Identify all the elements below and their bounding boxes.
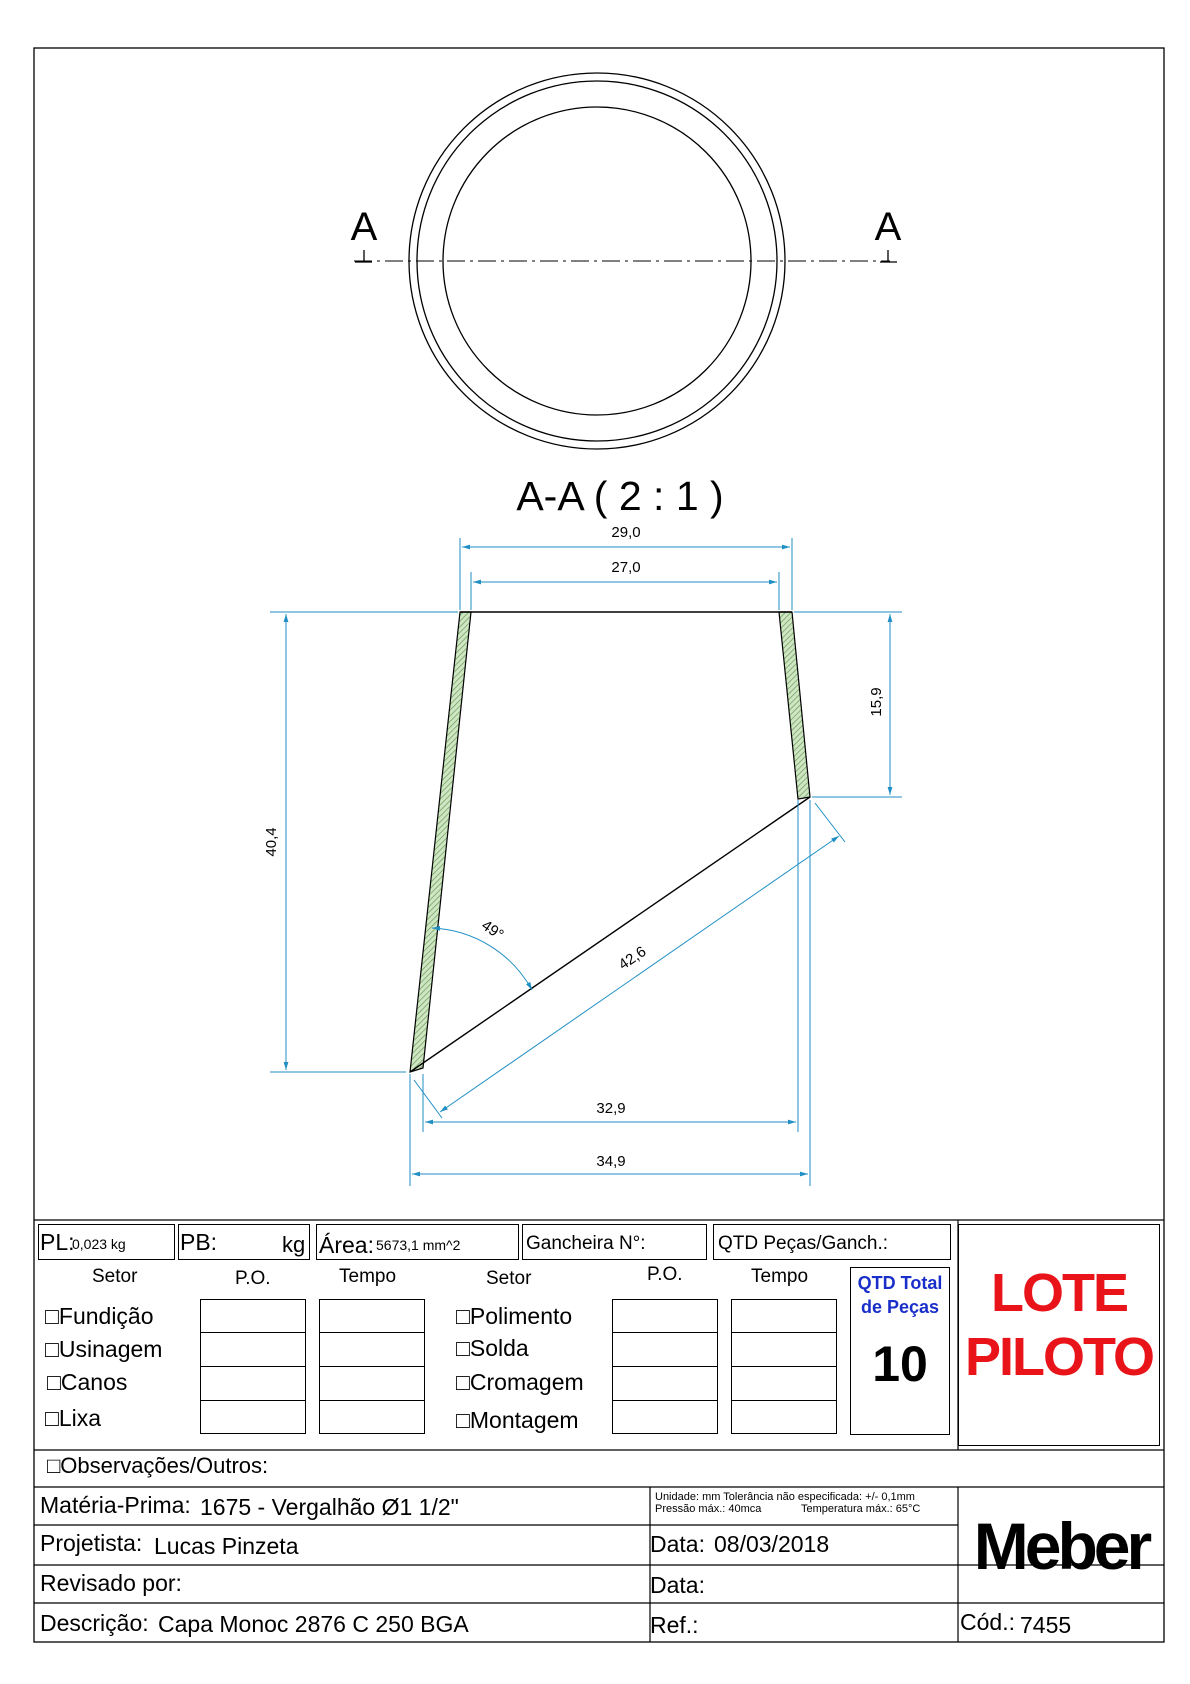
unidade-note-3: Temperatura máx.: 65°C xyxy=(801,1503,921,1515)
top-view xyxy=(351,73,902,449)
slanted-edge xyxy=(410,797,810,1072)
piloto-label: PILOTO xyxy=(964,1327,1154,1387)
revisado-label: Revisado por: xyxy=(40,1570,182,1596)
po-input[interactable] xyxy=(612,1299,718,1333)
sector-usinagem[interactable]: □Usinagem xyxy=(45,1336,163,1362)
projetista-label: Projetista: xyxy=(40,1530,143,1556)
qtd-ganch-label: QTD Peças/Ganch.: xyxy=(718,1233,889,1254)
col-po-2: P.O. xyxy=(647,1264,683,1285)
lote-label: LOTE xyxy=(991,1263,1127,1323)
pl-label: PL: xyxy=(40,1229,75,1255)
dim-left-height: 40,4 xyxy=(263,827,280,857)
tempo-input[interactable] xyxy=(319,1400,425,1434)
qtd-total-label-2: de Peças xyxy=(860,1297,940,1317)
dim-slant-length: 42,6 xyxy=(615,943,650,974)
tempo-input[interactable] xyxy=(731,1299,837,1333)
pb-unit: kg xyxy=(282,1232,306,1257)
section-mark-right: A xyxy=(874,205,902,249)
unidade-note-1: Unidade: mm Tolerância não especificada: +/- 0,1mm xyxy=(655,1491,915,1503)
projetista-value: Lucas Pinzeta xyxy=(154,1533,299,1559)
area-value: 5673,1 mm^2 xyxy=(376,1237,461,1253)
materia-value: 1675 - Vergalhão Ø1 1/2" xyxy=(200,1494,459,1520)
tempo-input[interactable] xyxy=(731,1366,837,1401)
data-label-2: Data: xyxy=(650,1572,705,1598)
ref-label: Ref.: xyxy=(650,1612,699,1638)
area-label: Área: xyxy=(319,1232,374,1258)
cod-value: 7455 xyxy=(1020,1612,1072,1638)
tempo-input[interactable] xyxy=(731,1400,837,1434)
cod-label: Cód.: xyxy=(960,1609,1015,1635)
data-label-1: Data: xyxy=(650,1531,705,1557)
sector-lixa[interactable]: □Lixa xyxy=(45,1405,102,1431)
section-view xyxy=(410,612,810,1072)
left-wall-hatch xyxy=(410,612,471,1072)
dim-bottom-inner: 32,9 xyxy=(596,1100,626,1117)
observacoes-checkbox[interactable]: □Observações/Outros: xyxy=(47,1453,269,1478)
dim-right-height: 15,9 xyxy=(868,687,885,717)
col-tempo-1: Tempo xyxy=(339,1266,397,1287)
col-tempo-2: Tempo xyxy=(751,1266,809,1287)
right-wall-hatch xyxy=(779,612,810,799)
sector-solda[interactable]: □Solda xyxy=(456,1335,529,1361)
sector-cromagem[interactable]: □Cromagem xyxy=(456,1369,584,1395)
col-setor-2: Setor xyxy=(486,1268,532,1289)
sector-montagem[interactable]: □Montagem xyxy=(456,1407,579,1433)
sector-fundicao[interactable]: □Fundição xyxy=(45,1303,154,1329)
descricao-value: Capa Monoc 2876 C 250 BGA xyxy=(158,1611,469,1637)
sector-polimento[interactable]: □Polimento xyxy=(456,1303,573,1329)
col-po-1: P.O. xyxy=(235,1268,271,1289)
qtd-total-value: 10 xyxy=(872,1336,928,1392)
pl-value: 0,023 kg xyxy=(72,1236,126,1252)
pb-label: PB: xyxy=(180,1229,218,1255)
data-value-1: 08/03/2018 xyxy=(714,1531,830,1557)
tempo-input[interactable] xyxy=(319,1366,425,1401)
col-setor-1: Setor xyxy=(92,1266,138,1287)
po-input[interactable] xyxy=(200,1400,306,1434)
po-input[interactable] xyxy=(200,1332,306,1367)
po-input[interactable] xyxy=(612,1400,718,1434)
meber-logo: Meber xyxy=(973,1509,1149,1583)
descricao-label: Descrição: xyxy=(40,1610,149,1636)
unidade-note-2: Pressão máx.: 40mca xyxy=(655,1503,762,1515)
po-input[interactable] xyxy=(612,1332,718,1367)
dim-bottom-outer: 34,9 xyxy=(596,1153,626,1170)
tempo-input[interactable] xyxy=(319,1299,425,1333)
gancheira-label: Gancheira N°: xyxy=(526,1233,646,1254)
po-input[interactable] xyxy=(200,1299,306,1333)
section-title: A-A ( 2 : 1 ) xyxy=(516,473,724,519)
materia-label: Matéria-Prima: xyxy=(40,1492,191,1518)
section-mark-left: A xyxy=(350,205,378,249)
dim-top-inner: 27,0 xyxy=(611,559,641,576)
tempo-input[interactable] xyxy=(319,1332,425,1367)
po-input[interactable] xyxy=(200,1366,306,1401)
dim-top-outer: 29,0 xyxy=(611,524,641,541)
sector-canos[interactable]: □Canos xyxy=(47,1369,128,1395)
dim-angle: 49° xyxy=(478,916,507,944)
po-input[interactable] xyxy=(612,1366,718,1401)
tempo-input[interactable] xyxy=(731,1332,837,1367)
dimensions xyxy=(270,538,902,1186)
qtd-total-label-1: QTD Total xyxy=(857,1273,943,1293)
